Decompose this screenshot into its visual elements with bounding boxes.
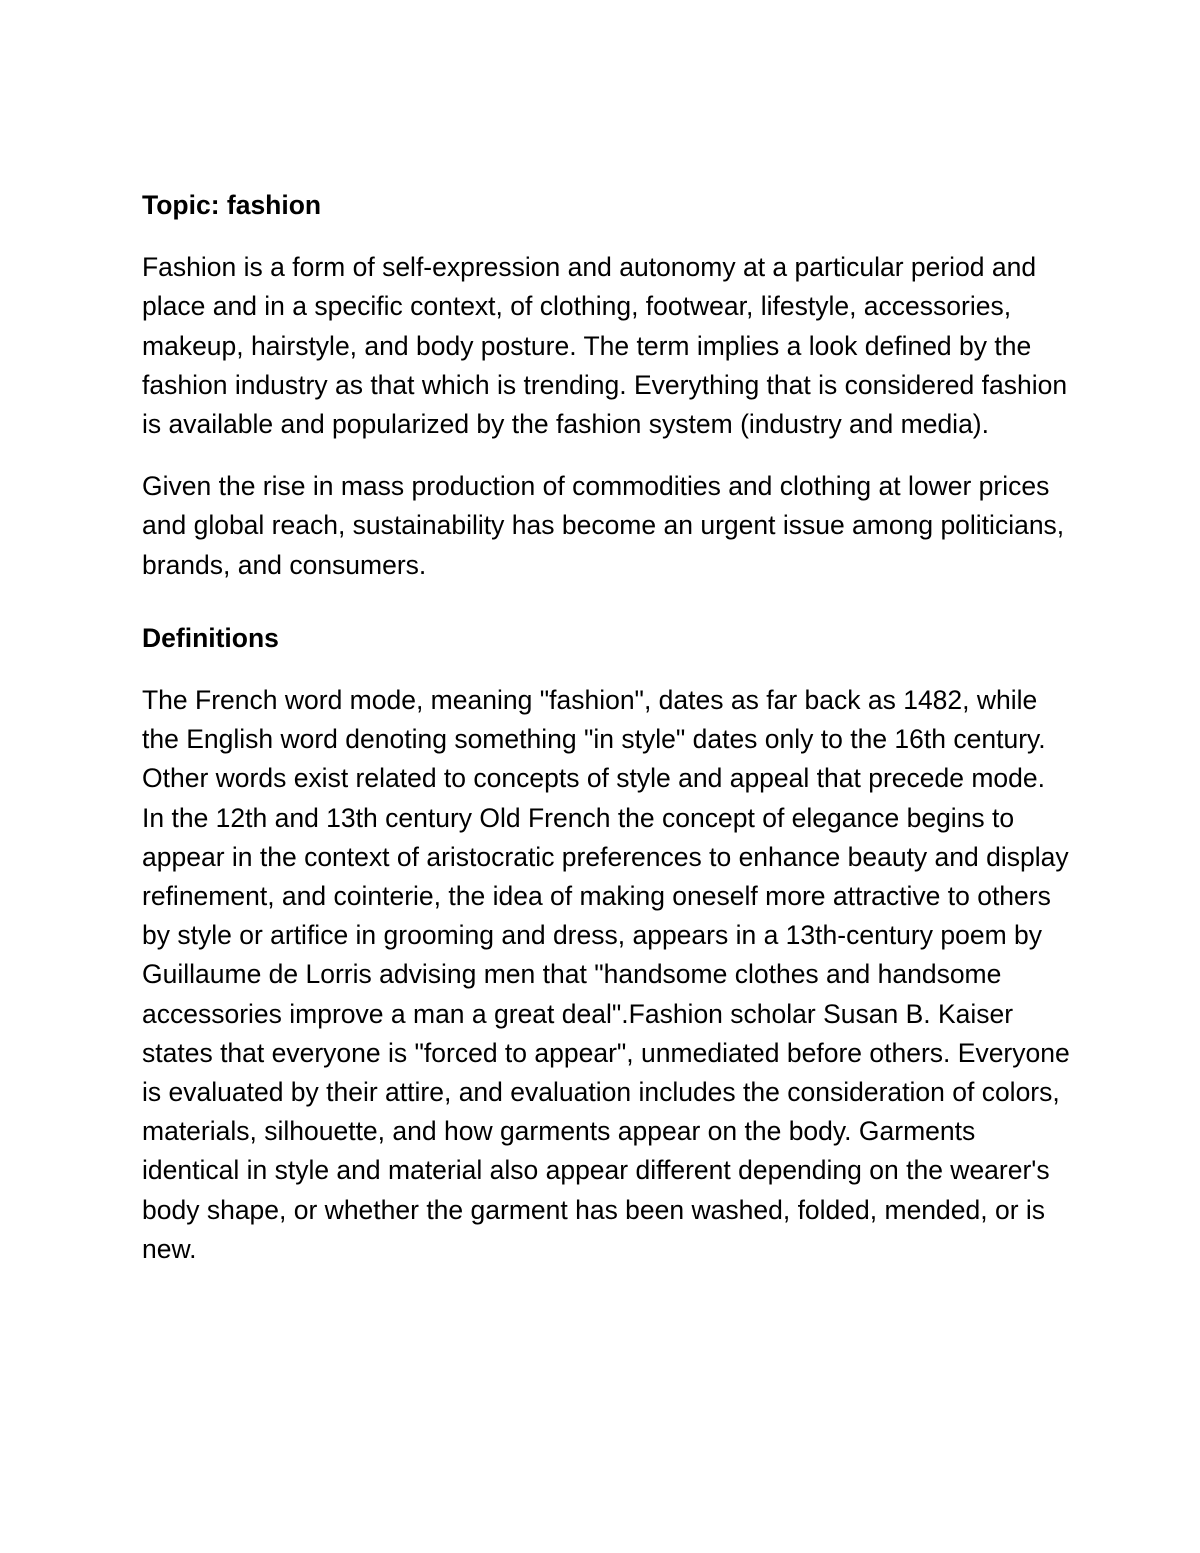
sustainability-paragraph: Given the rise in mass production of commodities and clothing at lower prices and global reach, sustainability has become an urgent issue among politicians, brands, and consumers. <box>142 471 1065 580</box>
document-body <box>142 186 1072 1269</box>
topic-heading: Topic: fashion <box>142 190 322 220</box>
definitions-heading: Definitions <box>142 622 279 653</box>
definitions-paragraph: The French word mode, meaning "fashion", dates as far back as 1482, while the English word denoting something "in style" dates only to the 16th century. Other words exist related to concepts of style and appeal that precede mode. In the 12th and 13th century Old French the concept of elegance begins to appear in the context of aristocratic preferences to enhance beauty and display refinement, and cointerie, the idea of making oneself more attractive to others by style or artifice in grooming and dress, appears in a 13th-century poem by Guillaume de Lorris advising men that "handsome clothes and handsome accessories improve a man a great deal".Fashion scholar Susan B. Kaiser states that everyone is "forced to appear", unmediated before others. Everyone is evaluated by their attire, and evaluation includes the consideration of colors, materials, silhouette, and how garments appear on the body. Garments identical in style and material also appear different depending on the wearer's body shape, or whether the garment has been washed, folded, mended, or is new. <box>142 685 1070 1264</box>
intro-paragraph: Fashion is a form of self-expression and autonomy at a particular period and place and in a specific context, of clothing, footwear, lifestyle, accessories, makeup, hairstyle, and body posture. The term implies a look defined by the fashion industry as that which is trending. Everything that is considered fashion is available and popularized by the fashion system (industry and media). <box>142 252 1068 440</box>
